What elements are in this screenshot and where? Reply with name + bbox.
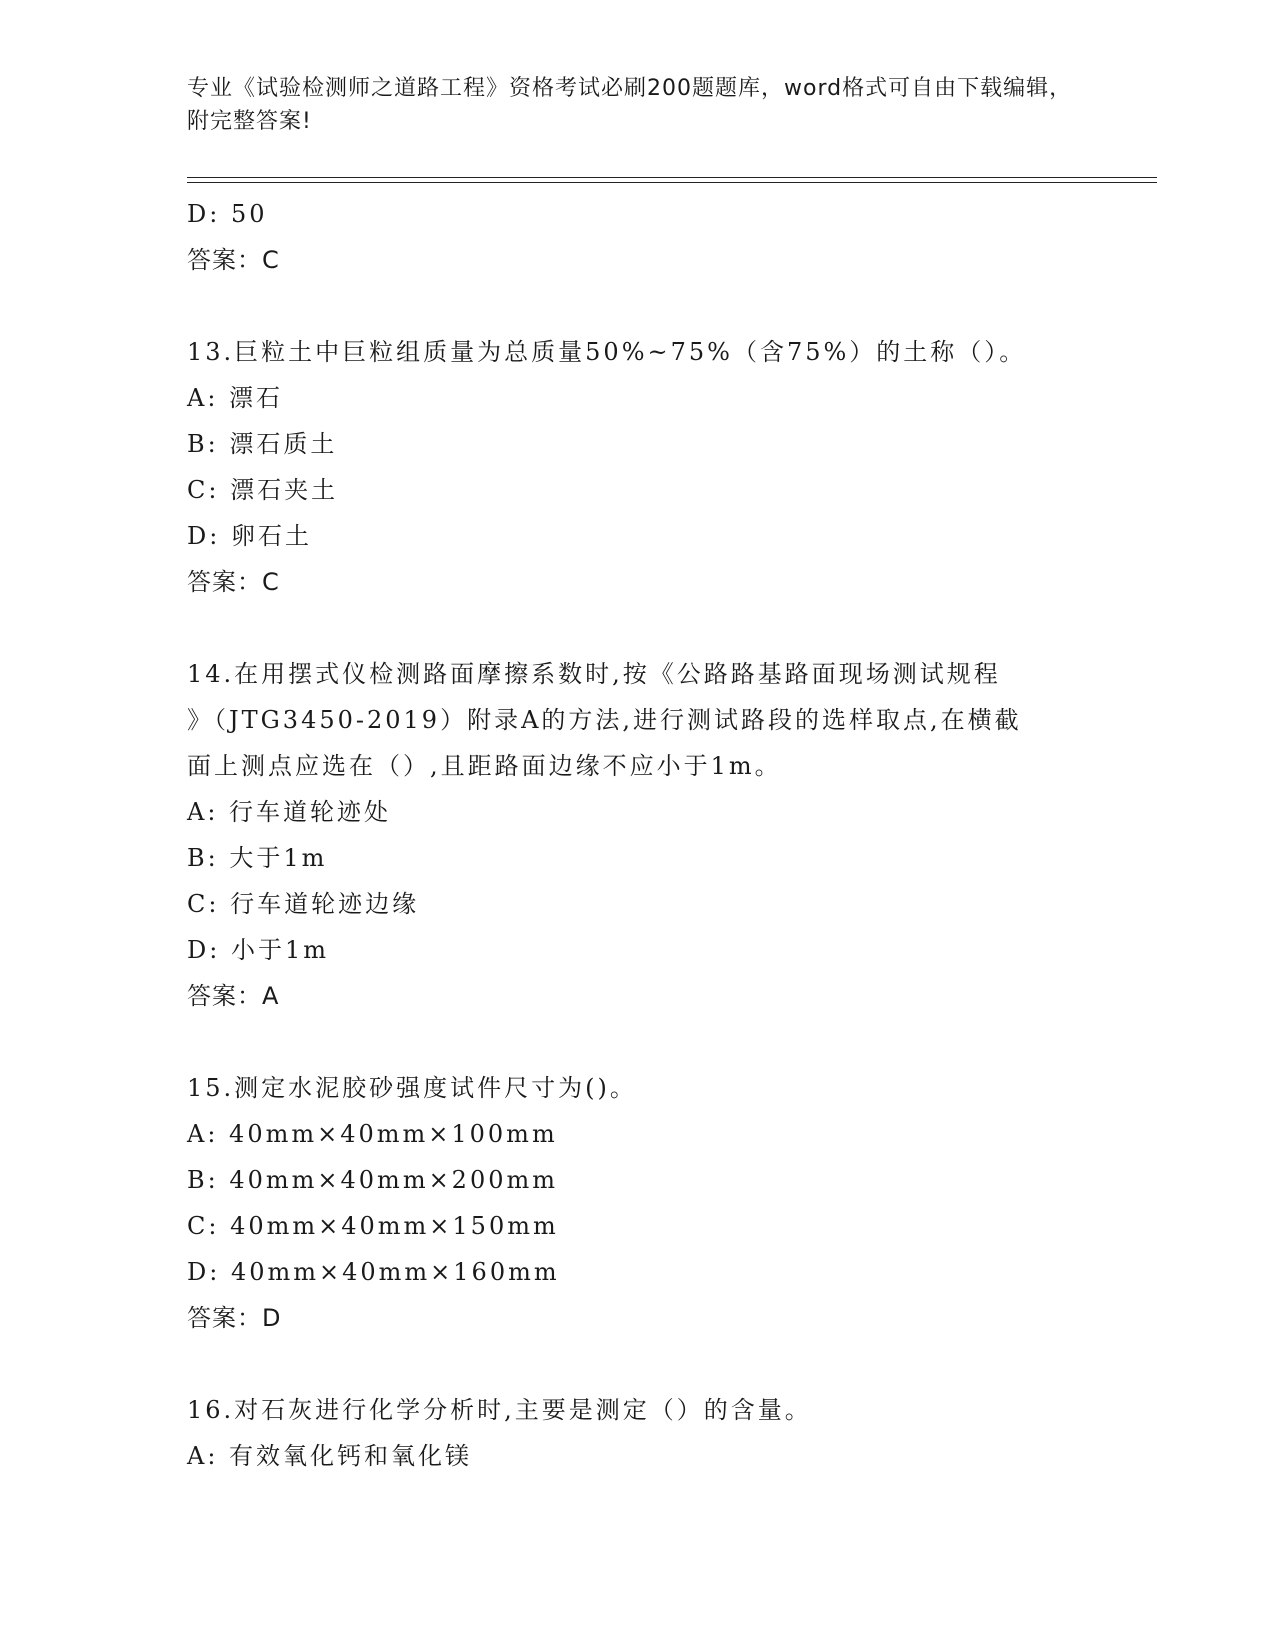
- question-stem: 13.巨粒土中巨粒组质量为总质量50%~75%（含75%）的土称（）。: [187, 338, 1027, 366]
- question-16: [187, 1387, 1067, 1479]
- option-a: A: 40mm×40mm×100mm: [187, 1120, 558, 1148]
- option-d: D: 50: [187, 200, 268, 228]
- question-stem-line-3: 面上测点应选在（）,且距路面边缘不应小于1m。: [187, 752, 782, 780]
- answer: 答案：C: [187, 246, 280, 274]
- answer: 答案：A: [187, 982, 280, 1010]
- option-b: B: 大于1m: [187, 844, 328, 872]
- header-divider-bottom: [187, 182, 1157, 183]
- question-15: [187, 1065, 1067, 1341]
- header-divider-top: [187, 177, 1157, 178]
- option-c: C: 行车道轮迹边缘: [187, 890, 420, 918]
- option-a: A: 行车道轮迹处: [187, 798, 392, 826]
- option-a: A: 漂石: [187, 384, 284, 412]
- document-header: [187, 72, 1087, 138]
- option-d: D: 40mm×40mm×160mm: [187, 1258, 560, 1286]
- answer: 答案：C: [187, 568, 280, 596]
- document-body: [187, 191, 1067, 1479]
- option-c: C: 漂石夹土: [187, 476, 339, 504]
- question-stem-line-1: 14.在用摆式仪检测路面摩擦系数时,按《公路路基路面现场测试规程: [187, 660, 1001, 688]
- option-c: C: 40mm×40mm×150mm: [187, 1212, 559, 1240]
- question-13: [187, 329, 1067, 605]
- question-stem-line-2: 》（JTG3450-2019）附录A的方法,进行测试路段的选样取点,在横截: [187, 706, 1022, 734]
- option-a: A: 有效氧化钙和氧化镁: [187, 1442, 473, 1470]
- option-d: D: 小于1m: [187, 936, 329, 964]
- option-d: D: 卵石土: [187, 522, 312, 550]
- option-b: B: 漂石质土: [187, 430, 338, 458]
- option-b: B: 40mm×40mm×200mm: [187, 1166, 559, 1194]
- question-stem: 15.测定水泥胶砂强度试件尺寸为()。: [187, 1074, 637, 1102]
- answer: 答案：D: [187, 1304, 282, 1332]
- question-stem: 16.对石灰进行化学分析时,主要是测定（）的含量。: [187, 1396, 812, 1424]
- question-14: [187, 651, 1067, 1019]
- header-title: 专业《试验检测师之道路工程》资格考试必刷200题题库，word格式可自由下载编辑，附完整答案!: [187, 76, 1073, 134]
- question-12-tail: [187, 191, 1067, 283]
